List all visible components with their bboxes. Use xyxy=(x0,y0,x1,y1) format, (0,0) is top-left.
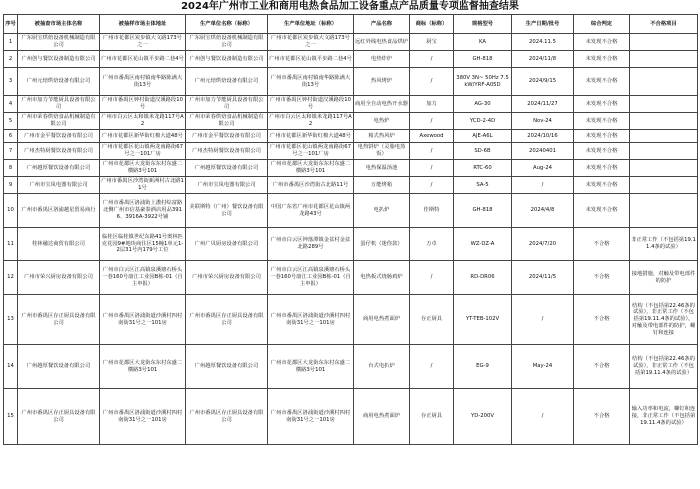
cell-producer-name: 广州越厚餐饮设备有限公司 xyxy=(186,345,268,389)
cell-failed-items xyxy=(630,51,698,68)
cell-producer-name: 广州杰特厨餐饮设备有限公司 xyxy=(186,143,268,160)
cell-trademark: 厨宝 xyxy=(410,34,454,51)
cell-inspected-entity: 广州市金平餐饮设备有限公司 xyxy=(18,130,100,143)
cell-failed-items xyxy=(630,68,698,96)
cell-trademark: / xyxy=(410,51,454,68)
cell-production-date: 2024/11/8 xyxy=(512,51,574,68)
cell-verdict: 不合格 xyxy=(574,295,630,345)
cell-production-date: 2024/7/20 xyxy=(512,228,574,261)
cell-inspected-entity: 广州市荣兴厨房设备有限公司 xyxy=(18,261,100,295)
cell-index: 2 xyxy=(4,51,18,68)
cell-inspected-address: 广州市花都区炭步镇大文路173号之一 xyxy=(100,34,186,51)
cell-inspected-entity: 广州元焙烘焙设备有限公司 xyxy=(18,68,100,96)
cell-index: 1 xyxy=(4,34,18,51)
cell-producer-name: 广州市番禺区存正厨具设备有限公司 xyxy=(186,295,268,345)
cell-producer-name: 广州市加力节能厨具设备有限公司 xyxy=(186,96,268,113)
cell-index: 5 xyxy=(4,113,18,130)
cell-production-date: May-24 xyxy=(512,345,574,389)
cell-model: 380V 3N~ 50Hz 7.5kW/YRF-A05D xyxy=(454,68,512,96)
cell-producer-name: 美联斯特（广州）餐饮设备有限公司 xyxy=(186,194,268,228)
cell-inspected-address: 广州市番禺区洛浦街道沙溪村四村南街31号之一101房 xyxy=(100,389,186,445)
cell-product-name: 电热保温汤池 xyxy=(354,160,410,177)
results-table xyxy=(3,14,698,445)
cell-inspected-address: 广州市花都区花山镇两龙南路街67号之一101厂房 xyxy=(100,143,186,160)
cell-verdict: 未发现不合格 xyxy=(574,130,630,143)
cell-index: 4 xyxy=(4,96,18,113)
cell-model: SA-5 xyxy=(454,177,512,194)
cell-producer-address: 广州市番禺区洛浦街道沙溪村四村南街31号之一101房 xyxy=(268,389,354,445)
cell-index: 11 xyxy=(4,228,18,261)
cell-inspected-address: 广州市白云区江高镇泉溪塘石桥头一巷160号康江工业园B栋-01（自主申报） xyxy=(100,261,186,295)
cell-inspected-entity: 广州创与餐饮设备制造有限公司 xyxy=(18,51,100,68)
cell-failed-items: 接地措施，对触及带电部件的防护 xyxy=(630,261,698,295)
cell-trademark: 存正厨具 xyxy=(410,389,454,445)
cell-producer-name: 广州市宝凤电器有限公司 xyxy=(186,177,268,194)
table-row xyxy=(4,160,698,177)
cell-product-name: 商用全自动电热开水器 xyxy=(354,96,410,113)
cell-model: YD-200V xyxy=(454,389,512,445)
cell-inspected-address: 广州市花都区新华街红棉大道48号 xyxy=(100,130,186,143)
cell-producer-name: 广州市番禺区存正厨具设备有限公司 xyxy=(186,389,268,445)
cell-inspected-entity: 广州市宝凤电器有限公司 xyxy=(18,177,100,194)
cell-failed-items xyxy=(630,34,698,51)
cell-producer-address: 广州市花都区花山镇平步路二巷4号 xyxy=(268,51,354,68)
cell-producer-address: 广州市番禺区沙湾街古北路11号 xyxy=(268,177,354,194)
cell-producer-address: 广州市花都区大龙街东东村东盛二横路3号101 xyxy=(268,160,354,177)
cell-production-date: 2024.11.5 xyxy=(512,34,574,51)
cell-product-name: 台式电扒炉 xyxy=(354,345,410,389)
cell-trademark: / xyxy=(410,113,454,130)
cell-production-date: Aug-24 xyxy=(512,160,574,177)
cell-product-name: 万能烤箱 xyxy=(354,177,410,194)
cell-failed-items xyxy=(630,160,698,177)
cell-model: AJE-A6L xyxy=(454,130,512,143)
cell-trademark: / xyxy=(410,143,454,160)
cell-verdict: 不合格 xyxy=(574,261,630,295)
cell-inspected-entity: 广州市加力节能厨具设备有限公司 xyxy=(18,96,100,113)
cell-index: 7 xyxy=(4,143,18,160)
table-row xyxy=(4,177,698,194)
cell-model: GH-818 xyxy=(454,194,512,228)
cell-product-name: 电扒炉 xyxy=(354,194,410,228)
cell-producer-address: 广州市花都区花山镇两龙南路街67号之一101厂房 xyxy=(268,143,354,160)
cell-model: RTC-60 xyxy=(454,160,512,177)
cell-producer-address: 中国广东省广州市花都区花山镇两龙路43号 xyxy=(268,194,354,228)
cell-producer-name: 广州越厚餐饮设备有限公司 xyxy=(186,160,268,177)
cell-model: EG-9 xyxy=(454,345,512,389)
table-row xyxy=(4,68,698,96)
cell-producer-name: 广州创与餐饮设备制造有限公司 xyxy=(186,51,268,68)
cell-production-date: 2024/11/5 xyxy=(512,261,574,295)
cell-trademark: 加力 xyxy=(410,96,454,113)
cell-failed-items: 结构（不包括第22.46条的试验），非正常工作（不包括第19.11.4条的试验） xyxy=(630,345,698,389)
cell-producer-address: 广州市白云区太和镇米龙路117号A2 xyxy=(268,113,354,130)
cell-producer-name: 广州市荣兴厨房设备有限公司 xyxy=(186,261,268,295)
cell-inspected-entity: 广州市番禺区存正厨具设备有限公司 xyxy=(18,389,100,445)
table-row xyxy=(4,194,698,228)
table-row xyxy=(4,51,698,68)
cell-failed-items xyxy=(630,113,698,130)
cell-product-name: 电热饼炉（灵脂电蒸饭） xyxy=(354,143,410,160)
cell-trademark: / xyxy=(410,68,454,96)
cell-index: 13 xyxy=(4,295,18,345)
cell-verdict: 未发现不合格 xyxy=(574,177,630,194)
cell-product-name: 商用电热煮面炉 xyxy=(354,295,410,345)
cell-verdict: 未发现不合格 xyxy=(574,68,630,96)
cell-model: AG-30 xyxy=(454,96,512,113)
cell-model: RD-DR06 xyxy=(454,261,512,295)
cell-product-name: 箱式热风炉 xyxy=(354,130,410,143)
cell-inspected-address: 广州市番禺区钟村街道汉溪路段10号 xyxy=(100,96,186,113)
cell-production-date: 2024/4/8 xyxy=(512,194,574,228)
cell-index: 6 xyxy=(4,130,18,143)
cell-producer-name: 广州市荣春烘焙食品机械制造有限公司 xyxy=(186,113,268,130)
cell-index: 8 xyxy=(4,160,18,177)
cell-producer-name: 广州市金平餐饮设备有限公司 xyxy=(186,130,268,143)
cell-trademark: 存正厨具 xyxy=(410,295,454,345)
cell-producer-address: 广州市番禺区钟村街道汉溪路段10号 xyxy=(268,96,354,113)
cell-producer-name: 广州广贝厨房设备有限公司 xyxy=(186,228,268,261)
column-header-trademark: 商标（标称） xyxy=(410,15,454,34)
cell-model: GH-818 xyxy=(454,51,512,68)
cell-failed-items xyxy=(630,177,698,194)
cell-production-date: Nov-24 xyxy=(512,113,574,130)
cell-product-name: 蛋仔机（迷你款） xyxy=(354,228,410,261)
table-row xyxy=(4,34,698,51)
cell-failed-items: 非正常工作（不包括第19.11.4条的试验） xyxy=(630,228,698,261)
cell-index: 15 xyxy=(4,389,18,445)
table-header-row xyxy=(4,15,698,34)
cell-product-name: 电热炸炉 xyxy=(354,51,410,68)
table-row xyxy=(4,113,698,130)
cell-verdict: 未发现不合格 xyxy=(574,160,630,177)
cell-verdict: 未发现不合格 xyxy=(574,194,630,228)
cell-inspected-address: 临桂区临桂镇世纪东路41号奥林匹克花园9#地块商住区15幢1单元1-2层31号内179号工位 xyxy=(100,228,186,261)
table-row xyxy=(4,261,698,295)
cell-product-name: 商用电热煮面炉 xyxy=(354,389,410,445)
cell-trademark: / xyxy=(410,177,454,194)
cell-producer-address: 广州市花都区新华街红棉大道48号 xyxy=(268,130,354,143)
column-header-production-date: 生产日期/批号 xyxy=(512,15,574,34)
cell-inspected-entity: 广州越厚餐饮设备有限公司 xyxy=(18,160,100,177)
page-title: 2024年广州市工业和商用电热食品加工设备重点产品质量专项监督抽查结果 xyxy=(181,1,519,12)
cell-producer-name: 广州元焙烘焙设备有限公司 xyxy=(186,68,268,96)
cell-trademark: / xyxy=(410,160,454,177)
cell-inspected-address: 广州市白云区太和镇米龙路117号A2 xyxy=(100,113,186,130)
column-header-inspected-entity: 被抽查市场主体名称 xyxy=(18,15,100,34)
cell-verdict: 未发现不合格 xyxy=(574,143,630,160)
cell-trademark: / xyxy=(410,261,454,295)
cell-inspected-address: 广州市番禺区南村镇南华路陈满大街13号 xyxy=(100,68,186,96)
cell-model: KA xyxy=(454,34,512,51)
cell-inspected-entity: 广州越厚餐饮设备有限公司 xyxy=(18,345,100,389)
cell-production-date: / xyxy=(512,295,574,345)
cell-producer-address: 广州市白云区江高镇泉溪塘石桥头一巷160号康江工业园B栋-01（自主申报） xyxy=(268,261,354,295)
cell-inspected-address: 广州市花都区大龙街东东村东盛二横路3号101 xyxy=(100,345,186,389)
cell-model: WZ-DZ-A xyxy=(454,228,512,261)
cell-production-date: 2024/9/15 xyxy=(512,68,574,96)
cell-model: YT-TEB-102V xyxy=(454,295,512,345)
cell-verdict: 不合格 xyxy=(574,389,630,445)
cell-product-name: 远红外线电热食品烘炉 xyxy=(354,34,410,51)
cell-failed-items xyxy=(630,130,698,143)
cell-inspected-address: 广州市花都区花山镇平步路二巷4号 xyxy=(100,51,186,68)
cell-verdict: 未发现不合格 xyxy=(574,51,630,68)
cell-inspected-entity: 广州市番禺区存正厨具设备有限公司 xyxy=(18,295,100,345)
column-header-index: 序号 xyxy=(4,15,18,34)
cell-inspected-address: 广州市番禺区沙湾街新洲村古北路11号 xyxy=(100,177,186,194)
cell-inspected-address: 广州市花都区大龙街东东村东盛二横路3号101 xyxy=(100,160,186,177)
cell-producer-address: 广州市花都区炭步镇大文路173号之一 xyxy=(268,34,354,51)
cell-index: 9 xyxy=(4,177,18,194)
column-header-verdict: 综合判定 xyxy=(574,15,630,34)
cell-verdict: 未发现不合格 xyxy=(574,113,630,130)
column-header-producer-name: 生产单位名称（标称） xyxy=(186,15,268,34)
table-row xyxy=(4,228,698,261)
cell-trademark: 万卓 xyxy=(410,228,454,261)
cell-inspected-entity: 桂林融达商贸有限公司 xyxy=(18,228,100,261)
cell-failed-items: 结构（不包括第22.46条的试验），非正常工作（不包括第19.11.4条的试验），对触及带电部件的防护，螺钉和连接 xyxy=(630,295,698,345)
cell-product-name: 电热炉 xyxy=(354,113,410,130)
cell-inspected-entity: 广州杰特厨餐饮设备有限公司 xyxy=(18,143,100,160)
cell-trademark: / xyxy=(410,345,454,389)
cell-inspected-address: 广州市番禺区洛浦街上漖村综富路北侧广州市信基豪泰酒店用品3916、3916A-3922号铺 xyxy=(100,194,186,228)
cell-producer-address: 广州市花都区大龙街东东村东盛二横路3号101 xyxy=(268,345,354,389)
cell-inspected-entity: 广州市荣春烘焙食品机械制造有限公司 xyxy=(18,113,100,130)
cell-model: YCD-2-4D xyxy=(454,113,512,130)
cell-index: 12 xyxy=(4,261,18,295)
cell-failed-items xyxy=(630,194,698,228)
column-header-failed-items: 不合格项目 xyxy=(630,15,698,34)
cell-trademark: Axewood xyxy=(410,130,454,143)
cell-product-name: 热风烤炉 xyxy=(354,68,410,96)
cell-failed-items: 输入功率和电流，螺钉和连接，非正常工作（不包括第19.11.4条的试验） xyxy=(630,389,698,445)
cell-inspected-entity: 广东厨宝烘焙设备机械制造有限公司 xyxy=(18,34,100,51)
cell-verdict: 不合格 xyxy=(574,228,630,261)
column-header-inspected-address: 被抽样市场主体地址 xyxy=(100,15,186,34)
cell-failed-items xyxy=(630,96,698,113)
table-row xyxy=(4,143,698,160)
column-header-product-name: 产品名称 xyxy=(354,15,410,34)
column-header-producer-address: 生产单位地址（标称） xyxy=(268,15,354,34)
cell-production-date: 2024/11/27 xyxy=(512,96,574,113)
table-row xyxy=(4,130,698,143)
cell-production-date: 2024/10/16 xyxy=(512,130,574,143)
cell-index: 3 xyxy=(4,68,18,96)
table-row xyxy=(4,345,698,389)
cell-production-date: 20240401 xyxy=(512,143,574,160)
cell-production-date: / xyxy=(512,389,574,445)
cell-producer-address: 广州市番禺区洛浦街道沙溪村四村南街31号之一101房 xyxy=(268,295,354,345)
cell-production-date: / xyxy=(512,177,574,194)
cell-producer-address: 广州市白云区钟落潭镇金盆村金盆北路289号 xyxy=(268,228,354,261)
cell-producer-address: 广州市番禺区南村镇南华路陈满大街13号 xyxy=(268,68,354,96)
column-header-model: 规格型号 xyxy=(454,15,512,34)
cell-producer-name: 广东厨宝烘焙设备机械制造有限公司 xyxy=(186,34,268,51)
cell-failed-items xyxy=(630,143,698,160)
cell-inspected-entity: 广州市番禺区洛浦越星贸易商行 xyxy=(18,194,100,228)
cell-index: 14 xyxy=(4,345,18,389)
cell-index: 10 xyxy=(4,194,18,228)
table-row xyxy=(4,96,698,113)
cell-verdict: 不合格 xyxy=(574,345,630,389)
table-row xyxy=(4,389,698,445)
cell-trademark: 佳斯特 xyxy=(410,194,454,228)
cell-product-name: 电热板式烧肠鸡炉 xyxy=(354,261,410,295)
cell-inspected-address: 广州市番禺区洛浦街道沙溪村四村南街31号之一101房 xyxy=(100,295,186,345)
cell-model: SD-6B xyxy=(454,143,512,160)
table-row xyxy=(4,295,698,345)
cell-verdict: 未发现不合格 xyxy=(574,34,630,51)
cell-verdict: 未发现不合格 xyxy=(574,96,630,113)
